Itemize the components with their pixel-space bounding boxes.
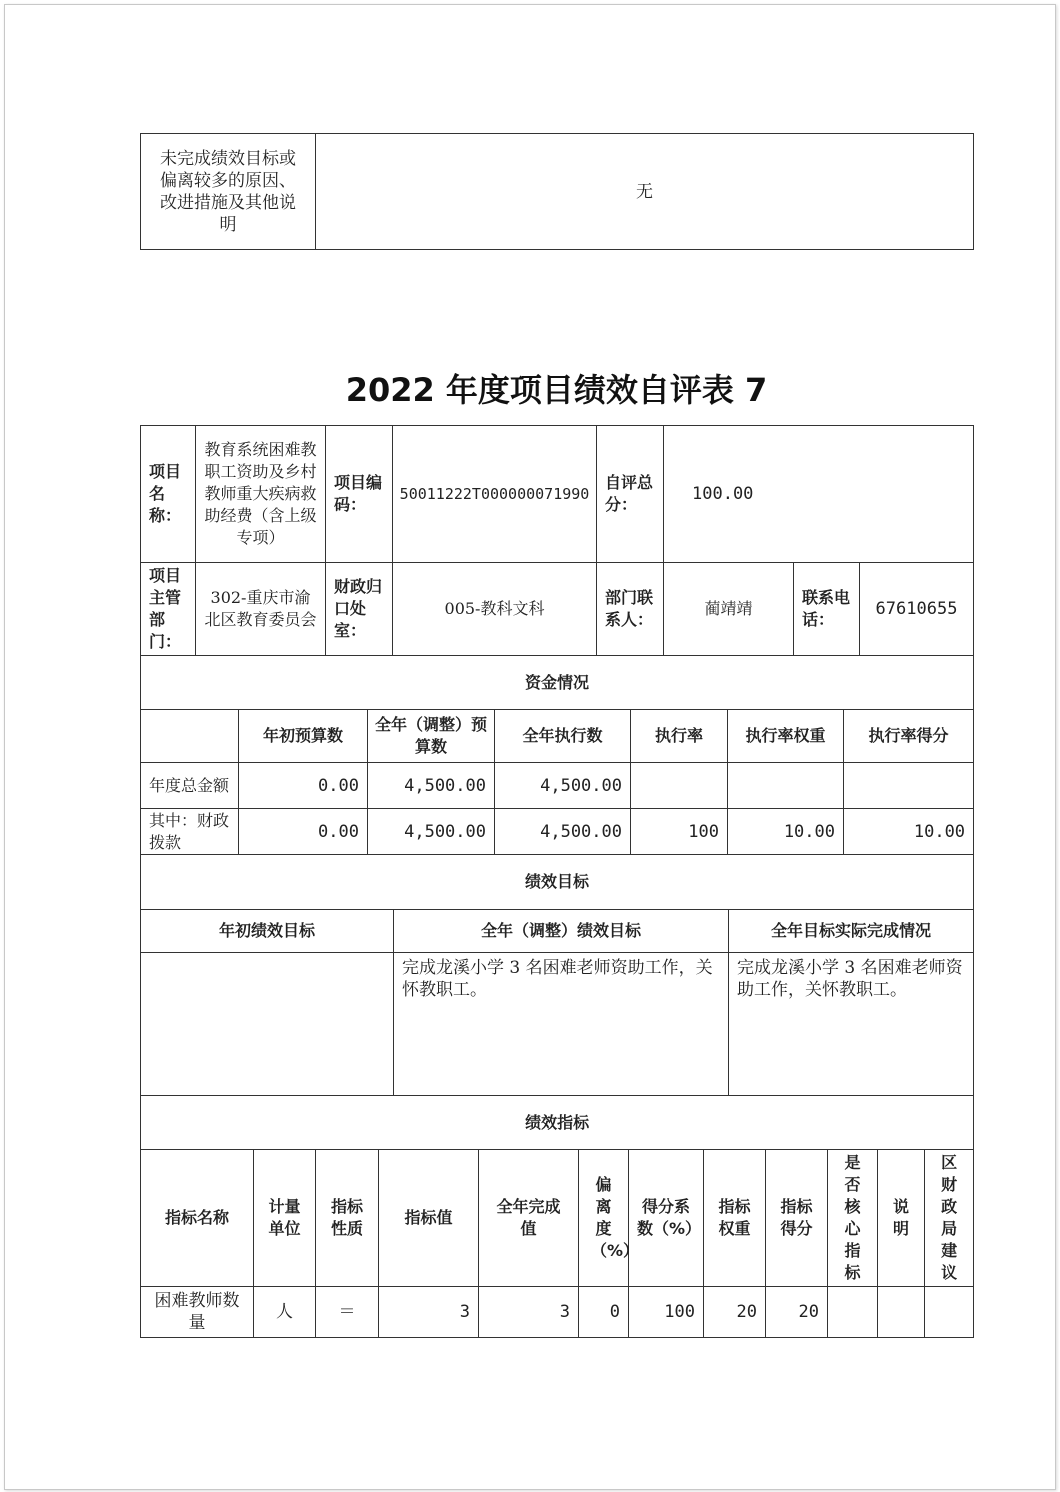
indicator-header: 计量单位 (254, 1150, 316, 1287)
funds-row-label: 年度总金额 (141, 763, 239, 809)
indicators-table (140, 1095, 974, 1338)
indicator-cell (828, 1287, 878, 1338)
funds-cell: 10.00 (844, 809, 974, 855)
project-name: 教育系统困难教职工资助及乡村教师重大疾病救助经费（含上级专项） (196, 426, 326, 563)
indicator-cell: 人 (254, 1287, 316, 1338)
project-code-label: 项目编码： (326, 426, 393, 563)
funds-header: 执行率 (631, 710, 728, 763)
remarks-table (140, 133, 974, 250)
funds-row-label: 其中：财政拨款 (141, 809, 239, 855)
finance-office-label: 财政归口处室： (326, 563, 393, 656)
funds-section-title: 资金情况 (141, 656, 974, 710)
goals-actual: 完成龙溪小学 3 名困难老师资助工作，关怀教职工。 (729, 953, 974, 1096)
indicator-header: 偏离度（%） (579, 1150, 629, 1287)
indicator-header: 指标得分 (766, 1150, 828, 1287)
dept-value: 302-重庆市渝北区教育委员会 (196, 563, 326, 656)
remarks-value: 无 (316, 134, 974, 250)
funds-header: 全年（调整）预算数 (368, 710, 495, 763)
funds-cell (728, 763, 844, 809)
indicator-cell: 100 (629, 1287, 704, 1338)
indicator-cell: 20 (704, 1287, 766, 1338)
self-score: 100.00 (664, 426, 974, 563)
contact-value: 蔺靖靖 (664, 563, 794, 656)
indicator-cell (925, 1287, 974, 1338)
funds-header-blank (141, 710, 239, 763)
finance-office-value: 005-教科文科 (393, 563, 597, 656)
goals-table (140, 854, 974, 1096)
funds-cell: 100 (631, 809, 728, 855)
self-score-label: 自评总分： (597, 426, 664, 563)
indicator-cell: 困难教师数量 (141, 1287, 254, 1338)
phone-value: 67610655 (860, 563, 974, 656)
project-name-label: 项目名称： (141, 426, 196, 563)
funds-cell: 10.00 (728, 809, 844, 855)
indicator-header: 是否核心指标 (828, 1150, 878, 1287)
remarks-label: 未完成绩效目标或偏离较多的原因、改进措施及其他说明 (141, 134, 316, 250)
dept-label: 项目主管部门： (141, 563, 196, 656)
indicator-header: 指标名称 (141, 1150, 254, 1287)
indicator-cell: 3 (479, 1287, 579, 1338)
indicators-section-title: 绩效指标 (141, 1096, 974, 1150)
indicator-header: 指标性质 (316, 1150, 379, 1287)
indicator-cell (878, 1287, 925, 1338)
indicator-cell: 3 (379, 1287, 479, 1338)
indicator-header: 全年完成值 (479, 1150, 579, 1287)
funds-cell: 0.00 (239, 809, 368, 855)
goals-section-title: 绩效目标 (141, 855, 974, 910)
contact-label: 部门联系人： (597, 563, 664, 656)
funds-cell: 4,500.00 (368, 763, 495, 809)
project-info-table (140, 425, 974, 656)
funds-header: 执行率得分 (844, 710, 974, 763)
indicator-header: 指标权重 (704, 1150, 766, 1287)
funds-table (140, 655, 974, 855)
indicator-cell: 0 (579, 1287, 629, 1338)
indicator-header: 得分系数（%） (629, 1150, 704, 1287)
goals-adjusted: 完成龙溪小学 3 名困难老师资助工作，关怀教职工。 (394, 953, 729, 1096)
goals-header: 全年（调整）绩效目标 (394, 910, 729, 953)
funds-cell (844, 763, 974, 809)
funds-cell: 4,500.00 (495, 763, 631, 809)
indicator-header: 说明 (878, 1150, 925, 1287)
phone-label: 联系电话： (794, 563, 860, 656)
indicator-cell: 20 (766, 1287, 828, 1338)
indicator-header: 区财政局建议 (925, 1150, 974, 1287)
funds-cell: 4,500.00 (368, 809, 495, 855)
indicator-cell: ＝ (316, 1287, 379, 1338)
project-code: 50011222T000000071990 (393, 426, 597, 563)
indicator-header: 指标值 (379, 1150, 479, 1287)
page-title: 2022 年度项目绩效自评表 7 (345, 371, 768, 409)
goals-header: 年初绩效目标 (141, 910, 394, 953)
funds-header: 全年执行数 (495, 710, 631, 763)
goals-header: 全年目标实际完成情况 (729, 910, 974, 953)
funds-cell: 4,500.00 (495, 809, 631, 855)
funds-header: 执行率权重 (728, 710, 844, 763)
funds-cell (631, 763, 728, 809)
funds-header: 年初预算数 (239, 710, 368, 763)
goals-initial (141, 953, 394, 1096)
funds-cell: 0.00 (239, 763, 368, 809)
